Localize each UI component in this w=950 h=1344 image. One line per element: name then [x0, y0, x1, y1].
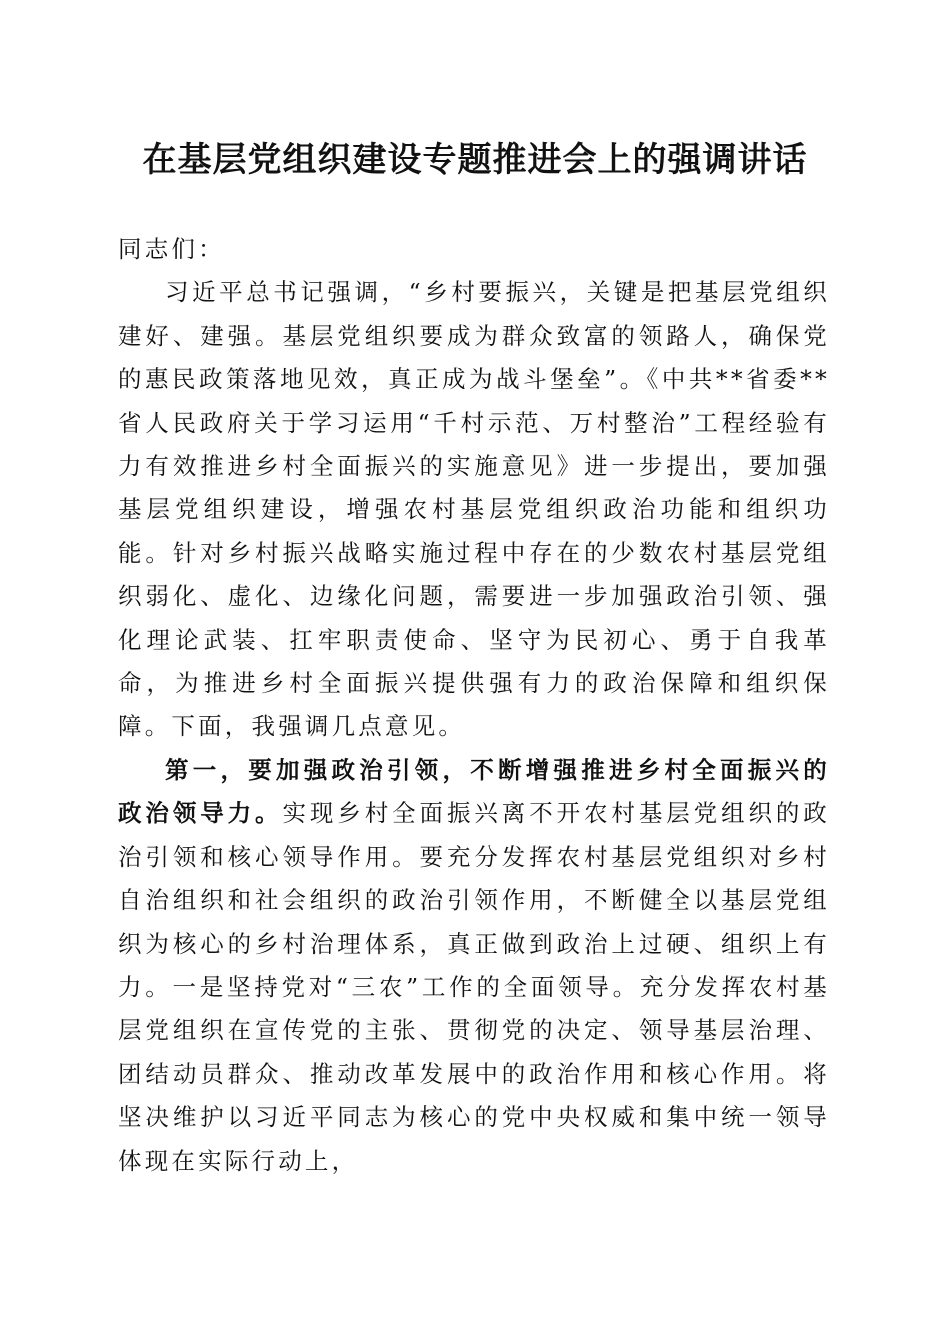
paragraph-intro: 习近平总书记强调，“乡村要振兴，关键是把基层党组织建好、建强。基层党组织要成为群众致富的领路人，确保党的惠民政策落地见效，真正成为战斗堡垒”。《中共**省委**省人民政府关于学习运用“千村示范、万村整治”工程经验有力有效推进乡村全面振兴的实施意见》进一步提出，要加强基层党组织建设，增强农村基层党组织政治功能和组织功能。针对乡村振兴战略实施过程中存在的少数农村基层党组织弱化、虚化、边缘化问题，需要进一步加强政治引领、强化理论武装、扛牢职责使命、坚守为民初心、勇于自我革命，为推进乡村全面振兴提供强有力的政治保障和组织保障。下面，我强调几点意见。	[118, 278, 830, 741]
document-body	[118, 228, 830, 1183]
paragraph-first-point	[118, 749, 830, 1183]
section-body: 实现乡村全面振兴离不开农村基层党组织的政治引领和核心领导作用。要充分发挥农村基层党组织对乡村自治组织和社会组织的政治引领作用，不断健全以基层党组织为核心的乡村治理体系，真正做到政治上过硬、组织上有力。一是坚持党对“三农”工作的全面领导。充分发挥农村基层党组织在宣传党的主张、贯彻党的决定、领导基层治理、团结动员群众、推动改革发展中的政治作用和核心作用。将坚决维护以习近平同志为核心的党中央权威和集中统一领导体现在实际行动上，	[118, 799, 831, 1175]
salutation: 同志们：	[118, 235, 225, 263]
section-heading: 第一，要加强政治引领，不断增强推进乡村全面振兴的政治领导力。	[118, 755, 830, 828]
document-title: 在基层党组织建设专题推进会上的强调讲话	[142, 140, 808, 180]
